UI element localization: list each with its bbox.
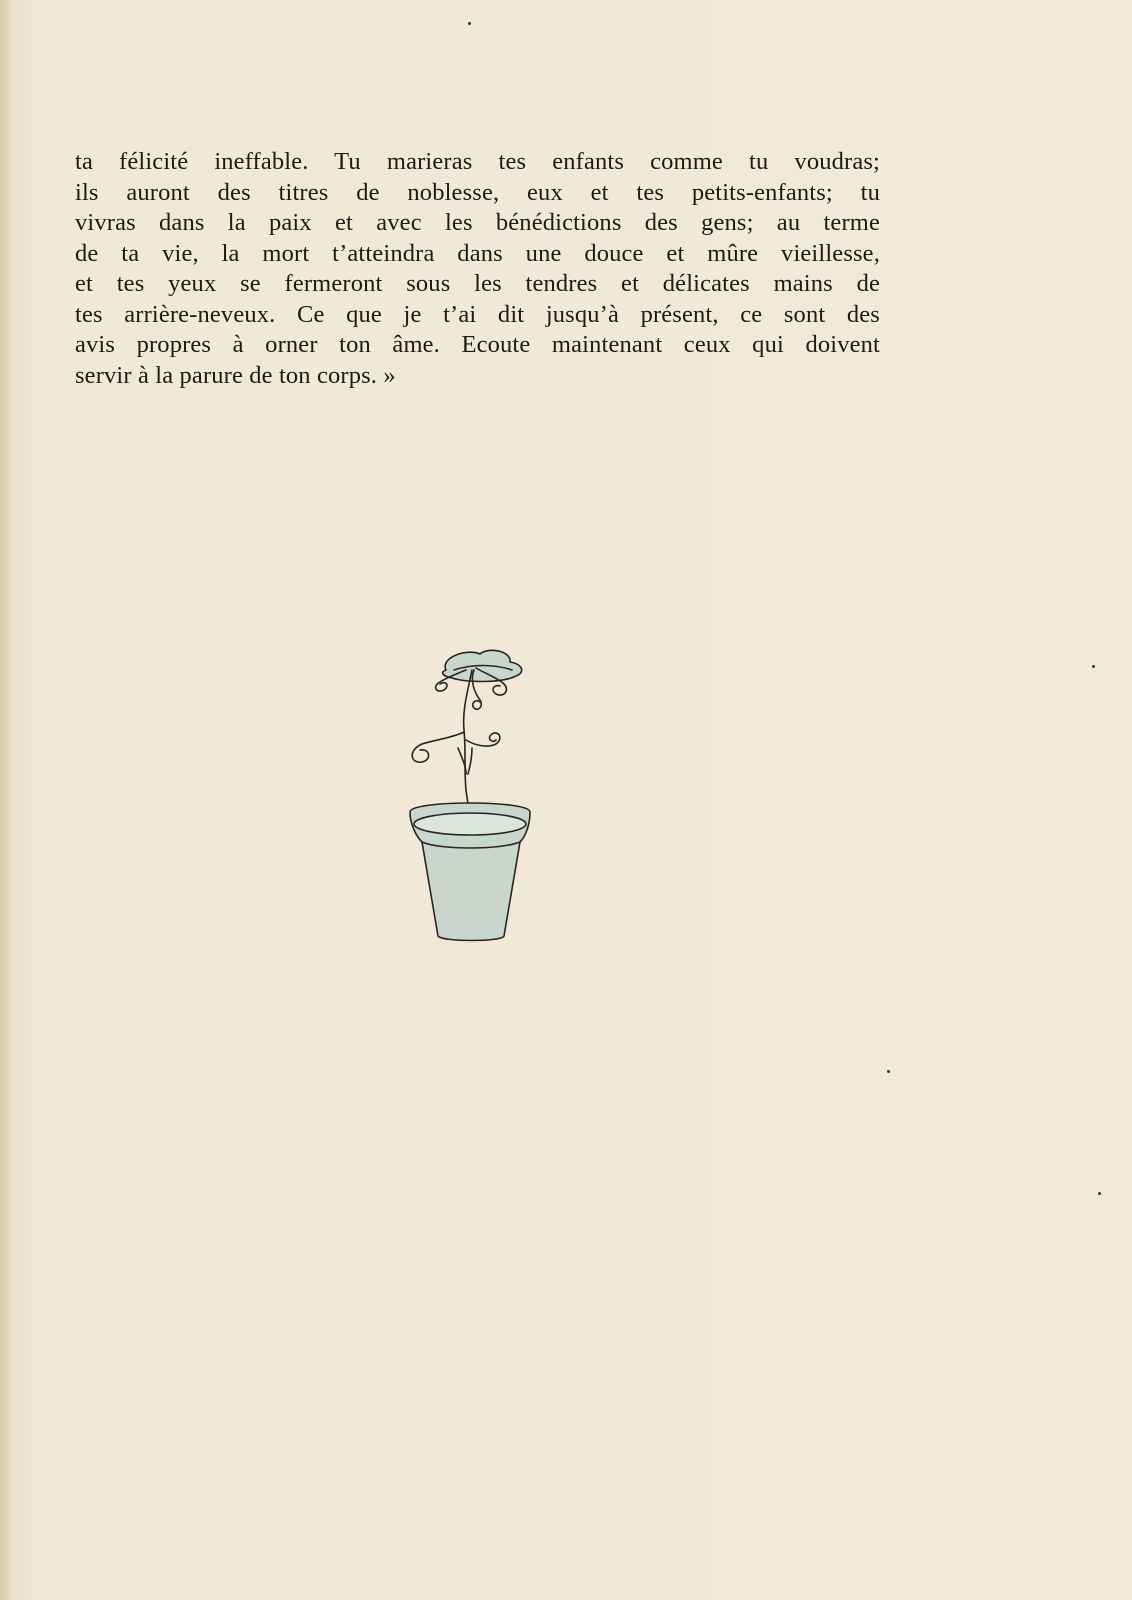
paper-speck [468, 22, 471, 25]
text-line: servir à la parure de ton corps. » [75, 361, 396, 389]
potted-plant-icon [380, 640, 570, 960]
paper-speck [887, 1070, 890, 1073]
text-line: et tes yeux se fermeront sous les tendres et délicates mains de [75, 270, 880, 297]
text-line: ta félicité ineffable. Tu marieras tes enfants comme tu voudras; [75, 148, 880, 175]
text-line: avis propres à orner ton âme. Ecoute maintenant ceux qui doivent [75, 331, 880, 358]
paper-speck [1092, 665, 1095, 668]
text-line: de ta vie, la mort t’atteindra dans une douce et mûre vieillesse, [75, 239, 880, 267]
text-line: vivras dans la paix et avec les bénédictions des gens; au terme [75, 209, 880, 236]
body-text [75, 147, 880, 391]
paper-speck [1098, 1192, 1101, 1195]
text-line: ils auront des titres de noblesse, eux et tes petits-enfants; tu [75, 178, 880, 206]
page-binding-edge [0, 0, 10, 1600]
text-line: tes arrière-neveux. Ce que je t’ai dit jusqu’à présent, ce sont des [75, 300, 880, 328]
